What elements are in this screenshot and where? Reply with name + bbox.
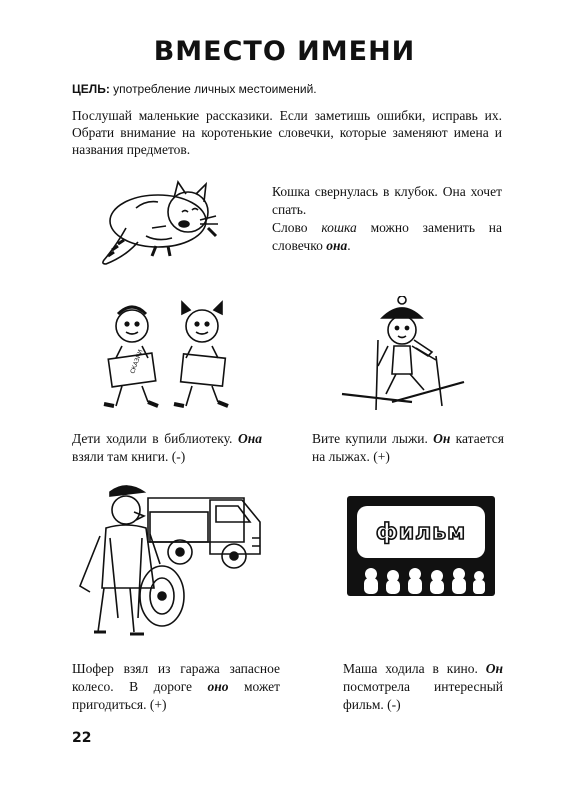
story-2-text: Вите купили лыжи. Он катается на лыжах. (+) (312, 431, 504, 464)
example-text: Кошка свернулась в клубок. Она хочет спать. Слово кошка можно заменить на словечко она. (272, 184, 502, 253)
page-number: 22 (72, 730, 92, 746)
intro-paragraph: Послушай маленькие рассказики. Если заметишь ошибки, исправь их. Обрати внимание на коротенькие словечки, которые заменяют имена и названия предметов. (72, 108, 502, 157)
film-sign (357, 506, 485, 558)
story-4-text: Маша ходила в кино. Он посмотрела интересный фильм. (-) (343, 661, 503, 712)
story-1-text: Дети ходили в библиотеку. Она взяли там книги. (-) (72, 431, 262, 464)
skier-illustration (340, 296, 470, 414)
audience-silhouettes (347, 562, 495, 596)
sleeping-cat-illustration (96, 176, 231, 271)
cinema-screen-illustration (347, 496, 495, 596)
film-sign-text: фильм (375, 519, 467, 545)
goal-text: употребление личных местоимений. (113, 82, 317, 96)
driver-truck-wheel-illustration (70, 478, 282, 640)
children-with-books-illustration (100, 298, 240, 413)
goal-line (72, 82, 317, 96)
goal-label: ЦЕЛЬ: (72, 82, 110, 96)
book-label: СКАЗКИ (129, 348, 145, 375)
story-3-text: Шофер взял из гаража запасное колесо. В дороге оно может пригодиться. (+) (72, 661, 281, 712)
page-title: ВМЕСТО ИМЕНИ (153, 36, 416, 67)
